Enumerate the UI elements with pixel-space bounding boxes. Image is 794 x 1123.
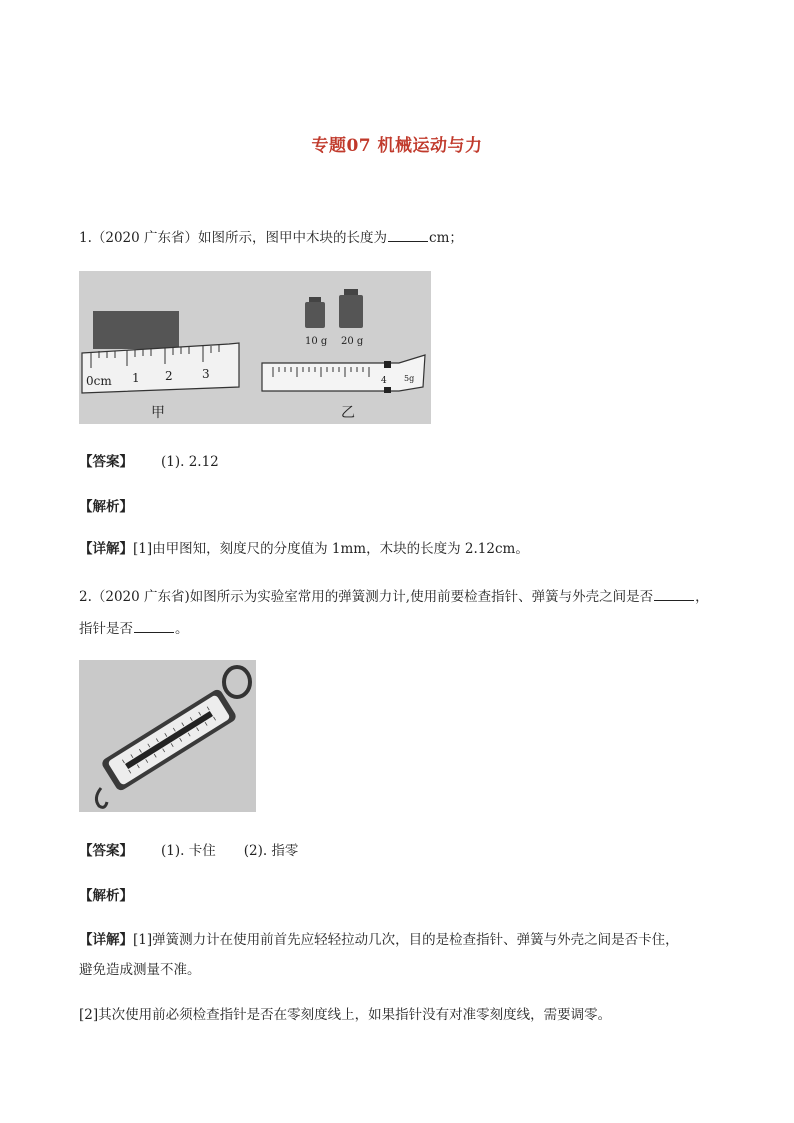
detail-2-tag: 【详解】 (79, 932, 133, 948)
weight-10g (305, 297, 325, 328)
ruler-illustration (79, 271, 431, 424)
ruler-label-3: 3 (202, 367, 210, 381)
detail-2-text-2: 避免造成测量不准。 (79, 962, 201, 978)
answer-2-tag: 【答案】 (79, 843, 133, 859)
question-1-unit: cm； (429, 230, 463, 246)
answer-2 (79, 841, 298, 861)
analysis-1 (79, 497, 133, 517)
weight-label-20g: 20 g (341, 336, 364, 347)
spring-scale-illustration (79, 660, 256, 812)
question-2-line-2 (79, 619, 189, 639)
detail-2-line-1 (79, 930, 679, 950)
detail-2-text-1: [1]弹簧测力计在使用前首先应轻轻拉动几次，目的是检查指针、弹簧与外壳之间是否卡住， (133, 932, 679, 948)
question-2-text-2: 指针是否 (79, 621, 133, 637)
scale-label-4: 4 (381, 376, 387, 386)
label-jia: 甲 (151, 405, 165, 421)
page-title: 专题07 机械运动与力 (311, 136, 483, 156)
scale-ring (224, 667, 250, 697)
detail-1-tag: 【详解】 (79, 541, 133, 557)
question-2-blank-2 (134, 619, 174, 633)
detail-2-para-2 (79, 1005, 611, 1025)
detail-1 (79, 539, 529, 559)
ruler-yi (262, 355, 425, 391)
ruler-label-1: 1 (132, 371, 140, 385)
analysis-1-tag: 【解析】 (79, 499, 133, 515)
detail-2-text-3: [2]其次使用前必须检查指针是否在零刻度线上，如果指针没有对准零刻度线，需要调零。 (79, 1007, 612, 1023)
answer-2-item-2: (2). 指零 (243, 843, 299, 859)
question-2-line-1 (79, 587, 709, 607)
wooden-block (93, 311, 179, 349)
analysis-2 (79, 886, 133, 906)
question-1-text: 1.（2020 广东省）如图所示，图甲中木块的长度为 (79, 230, 388, 246)
question-1 (79, 228, 463, 248)
rider-mark-bottom (384, 387, 391, 393)
question-2-blank-1 (654, 587, 694, 601)
analysis-2-tag: 【解析】 (79, 888, 133, 904)
question-2-text-1: 2.（2020 广东省)如图所示为实验室常用的弹簧测力计,使用前要检查指针、弹簧与外壳之间是否 (79, 589, 654, 605)
question-2-text-2-end: 。 (175, 621, 189, 637)
detail-1-text: [1]由甲图知，刻度尺的分度值为 1mm，木块的长度为 2.12cm。 (133, 541, 529, 557)
answer-1 (79, 452, 219, 472)
ruler-figure (79, 271, 431, 424)
detail-2-line-2 (79, 960, 201, 980)
scale-unit-label: 5g (404, 374, 415, 383)
question-2-text-1-end: ， (695, 589, 709, 605)
ruler-label-2: 2 (165, 369, 173, 383)
weight-label-10g: 10 g (305, 336, 328, 347)
rider-mark-top (384, 361, 391, 368)
answer-1-item-1: (1). 2.12 (161, 454, 219, 470)
answer-1-tag: 【答案】 (79, 454, 133, 470)
answer-2-item-1: (1). 卡住 (161, 843, 216, 859)
weight-20g (339, 289, 363, 328)
spring-scale-figure (79, 660, 256, 812)
ruler-label-0: 0cm (86, 374, 112, 388)
scale-hook (96, 788, 107, 807)
question-1-blank (388, 228, 428, 242)
spring-scale-body (100, 688, 238, 793)
label-yi: 乙 (341, 405, 355, 421)
